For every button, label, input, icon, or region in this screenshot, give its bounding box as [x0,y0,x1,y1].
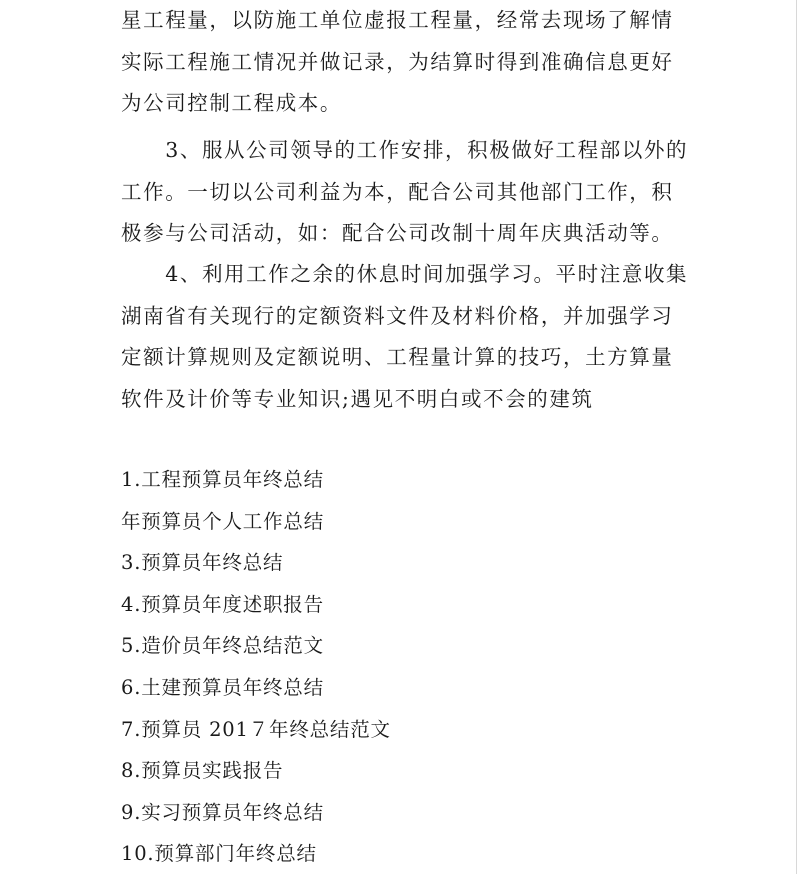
list-item[interactable]: 7.预算员 201７年终总结范文 [121,717,391,741]
paragraph-continuation [121,0,701,125]
text-line: 4、利用工作之余的休息时间加强学习。平时注意收集 [121,262,689,286]
list-item[interactable]: 6.土建预算员年终总结 [121,675,324,699]
list-item[interactable]: 3.预算员年终总结 [121,551,284,575]
text-line: 定额计算规则及定额说明、工程量计算的技巧，土方算量 [121,345,674,369]
paragraph-3 [121,130,701,255]
related-articles-list [121,459,391,875]
list-item[interactable]: 10.预算部门年终总结 [121,842,317,866]
list-item[interactable]: 9.实习预算员年终总结 [121,800,324,824]
list-item[interactable]: 8.预算员实践报告 [121,759,284,783]
paragraph-4 [121,254,701,420]
text-line: 湖南省有关现行的定额资料文件及材料价格，并加强学习 [121,303,674,328]
text-line: 实际工程施工情况并做记录，为结算时得到准确信息更好 [121,49,674,74]
text-line: 为公司控制工程成本。 [121,91,342,115]
list-item[interactable]: 5.造价员年终总结范文 [121,634,324,658]
list-item[interactable]: 年预算员个人工作总结 [121,509,325,533]
text-line: 星工程量，以防施工单位虚报工程量，经常去现场了解情 [121,8,674,32]
text-line: 极参与公司活动，如：配合公司改制十周年庆典活动等。 [121,221,674,245]
list-item[interactable]: 4.预算员年度述职报告 [121,592,324,616]
text-line: 工作。一切以公司利益为本，配合公司其他部门工作，积 [121,179,674,204]
text-line: 3、服从公司领导的工作安排，积极做好工程部以外的 [121,138,689,162]
text-line: 软件及计价等专业知识;遇见不明白或不会的建筑 [121,386,594,411]
list-item[interactable]: 1.工程预算员年终总结 [121,468,324,491]
